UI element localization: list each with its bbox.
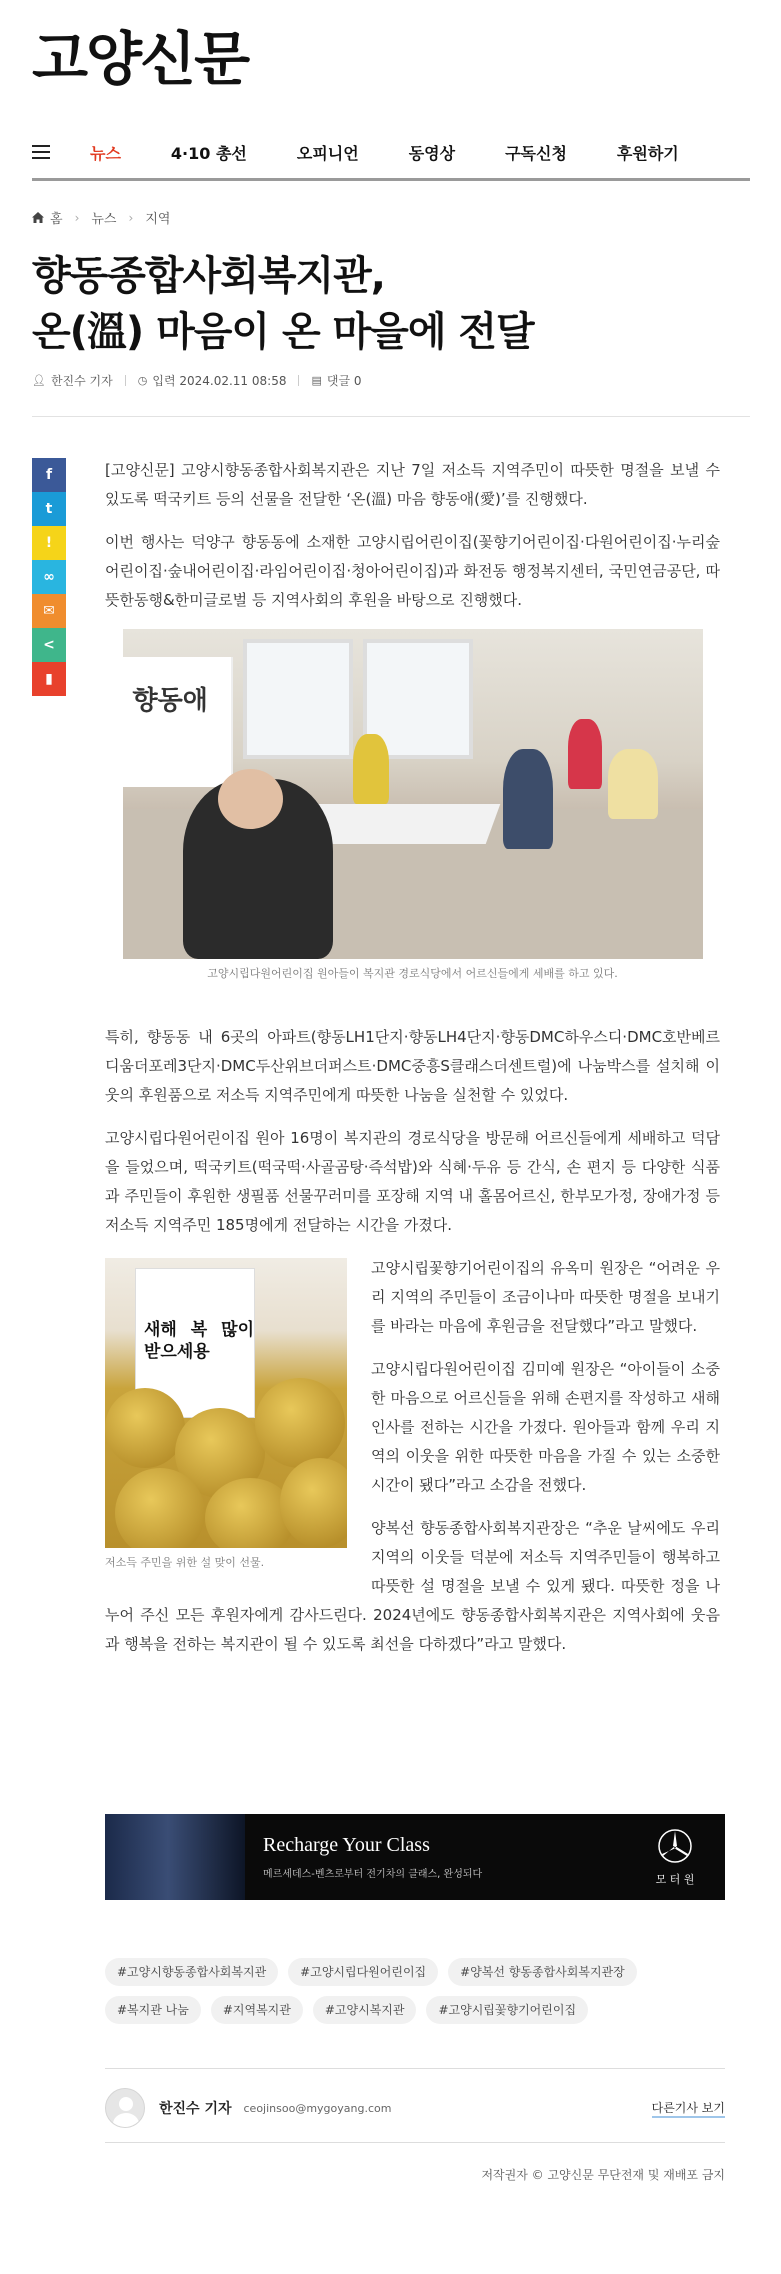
photo-window bbox=[243, 639, 353, 759]
person-icon: 👤︎ bbox=[32, 374, 46, 387]
nav-divider bbox=[32, 178, 750, 181]
paragraph: [고양신문] 고양시향동종합사회복지관은 지난 7일 저소득 지역주민이 따뜻한 명절을 보낼 수 있도록 떡국키트 등의 선물을 전달한 ‘온(溫) 마음 향동애(愛)’를 진행했다. bbox=[105, 461, 720, 508]
paragraph: 고양시립다원어린이집 김미예 원장은 “아이들이 소중한 마음으로 어르신들을 위해 손편지를 작성하고 새해 인사를 전하는 시간을 가졌다. 원아들과 함께 우리 지역의 이웃을 위한 따뜻한 마음을 가질 수 있는 소중한 시간이 됐다”라고 소감을 전했다. bbox=[371, 1360, 720, 1494]
ad-subtext: 메르세데스-벤츠로부터 전기차의 클래스, 완성되다 bbox=[263, 1869, 483, 1880]
ad-car-image bbox=[105, 1814, 245, 1900]
tag-chip[interactable]: #양복선 향동종합사회복지관장 bbox=[448, 1958, 637, 1986]
divider bbox=[105, 2068, 725, 2069]
bookmark-icon[interactable]: ▮ bbox=[32, 662, 66, 696]
breadcrumb bbox=[32, 208, 170, 227]
meta-divider-line bbox=[32, 416, 750, 417]
ad-brand-name: 모 터 원 bbox=[655, 1872, 695, 1886]
photo-person bbox=[503, 749, 553, 849]
paragraph: 이번 행사는 덕양구 향동동에 소재한 고양시립어린이집(꽃향기어린이집·다원어린이집·누리숲어린이집·숲내어린이집·라임어린이집·청아어린이집)과 화전동 행정복지센터, 국민연금공단, 따뜻한동행&한미글로벌 등 지역사회의 후원을 바탕으로 진행했다. bbox=[105, 533, 720, 609]
ad-text bbox=[263, 1834, 625, 1880]
nav-item-subscribe[interactable]: 구독신청 bbox=[505, 143, 567, 163]
photo-person bbox=[353, 734, 389, 804]
email-icon[interactable]: ✉ bbox=[32, 594, 66, 628]
comment-icon: ▤ bbox=[311, 374, 322, 387]
link-icon[interactable]: ∞ bbox=[32, 560, 66, 594]
photo-person bbox=[218, 769, 283, 829]
photo-gift-bag bbox=[115, 1468, 205, 1548]
nav-item-donate[interactable]: 후원하기 bbox=[616, 143, 679, 163]
breadcrumb-home[interactable]: 홈 bbox=[50, 212, 63, 227]
share-bar bbox=[32, 458, 66, 696]
home-icon bbox=[32, 212, 44, 223]
article-comments[interactable]: 댓글 0 bbox=[326, 374, 362, 388]
paragraph: 고양시립꽃향기어린이집의 유옥미 원장은 “어려운 우리 지역의 주민들이 조금이나마 따뜻한 명절을 보내기를 바라는 마음에 후원금을 전달했다”라고 말했다. bbox=[371, 1259, 720, 1335]
advertisement-banner[interactable] bbox=[105, 1814, 725, 1900]
nav-item-news[interactable]: 뉴스 bbox=[90, 143, 121, 163]
meta-divider bbox=[298, 375, 299, 386]
main-nav bbox=[32, 128, 750, 176]
paragraph: 특히, 향동동 내 6곳의 아파트(향동LH1단지·향동LH4단지·향동DMC하우스디·DMC호반베르디움더포레3단지·DMC두산위브더퍼스트·DMC중흥S클래스더센트럴)에 나눔박스를 설치해 이웃의 후원품으로 저소득 지역주민에게 따뜻한 나눔을 실천할 수 있었다. bbox=[105, 1028, 720, 1104]
article-date: 입력 2024.02.11 08:58 bbox=[152, 374, 287, 388]
menu-icon[interactable] bbox=[32, 145, 50, 159]
article-photo-2[interactable] bbox=[105, 1258, 347, 1548]
twitter-icon[interactable]: t bbox=[32, 492, 66, 526]
nav-item-election[interactable]: 4·10 총선 bbox=[170, 143, 247, 163]
photo-card: 새해 복 많이 받으세용 bbox=[135, 1268, 255, 1418]
article-title-line2: 온(溫) 마음이 온 마을에 전달 bbox=[32, 309, 534, 355]
facebook-icon[interactable]: f bbox=[32, 458, 66, 492]
kakaostory-icon[interactable]: ! bbox=[32, 526, 66, 560]
nav-item-opinion[interactable]: 오피니언 bbox=[296, 143, 359, 163]
chevron-right-icon: › bbox=[74, 210, 80, 225]
breadcrumb-section[interactable]: 뉴스 bbox=[91, 212, 117, 227]
mercedes-star-icon bbox=[657, 1828, 693, 1864]
photo-person bbox=[608, 749, 658, 819]
copyright-notice: 저작권자 © 고양신문 무단전재 및 재배포 금지 bbox=[481, 2168, 725, 2182]
article-body bbox=[105, 456, 720, 1673]
nav-item-video[interactable]: 동영상 bbox=[408, 143, 456, 163]
article-photo-2-wrap bbox=[105, 1258, 347, 1572]
article-author[interactable]: 한진수 기자 bbox=[50, 374, 113, 388]
photo-banner: 향동애 bbox=[123, 657, 233, 787]
clock-icon: ◷ bbox=[137, 374, 148, 387]
share-icon[interactable]: < bbox=[32, 628, 66, 662]
avatar bbox=[105, 2088, 145, 2128]
tag-chip[interactable]: #고양시복지관 bbox=[313, 1996, 417, 2024]
article-title-line1: 향동종합사회복지관, bbox=[32, 253, 385, 299]
chevron-right-icon: › bbox=[128, 210, 134, 225]
divider bbox=[105, 2142, 725, 2143]
tag-chip[interactable]: #고양시립다원어린이집 bbox=[288, 1958, 438, 1986]
tag-chip[interactable]: #지역복지관 bbox=[211, 1996, 303, 2024]
photo-gift-bag bbox=[105, 1388, 185, 1468]
photo-gift-bag bbox=[255, 1378, 345, 1468]
tag-chip[interactable]: #고양시향동종합사회복지관 bbox=[105, 1958, 278, 1986]
author-name: 한진수 기자 bbox=[159, 2101, 232, 2117]
tag-list bbox=[105, 1958, 725, 2034]
author-box bbox=[105, 2086, 725, 2130]
article-photo-1[interactable] bbox=[123, 629, 703, 959]
tag-chip[interactable]: #복지관 나눔 bbox=[105, 1996, 201, 2024]
ad-headline: Recharge Your Class bbox=[263, 1834, 430, 1856]
more-articles-link[interactable]: 다른기사 보기 bbox=[652, 2099, 725, 2118]
breadcrumb-subsection[interactable]: 지역 bbox=[145, 212, 171, 227]
site-logo[interactable]: 고양신문 bbox=[32, 25, 249, 93]
article-title bbox=[32, 248, 732, 360]
author-email[interactable]: ceojinsoo@mygoyang.com bbox=[243, 2101, 392, 2115]
photo-caption: 고양시립다원어린이집 원아들이 복지관 경로식당에서 어르신들에게 세배를 하고 있다. bbox=[207, 967, 618, 980]
photo-caption: 저소득 주민을 위한 설 맞이 선물. bbox=[105, 1556, 265, 1569]
tag-chip[interactable]: #고양시립꽃향기어린이집 bbox=[426, 1996, 588, 2024]
paragraph: 양복선 향동종합사회복지관장은 “추운 날씨에도 우리 지역의 이웃들 덕분에 저소득 지역주민들이 행복하고 따뜻한 설 명절을 보낼 수 있게 됐다. 따뜻한 정을 나누어 주신 모든 후원자에게 감사드린다. 2024년에도 향동종합사회복지관은 지역사회에 웃음과 행복을 전하는 복지관이 될 수 있도록 최선을 다하겠다”라고 말했다. bbox=[105, 1519, 720, 1653]
paragraph: 고양시립다원어린이집 원아 16명이 복지관의 경로식당을 방문해 어르신들에게 세배하고 덕담을 들었으며, 떡국키트(떡국떡·사골곰탕·즉석밥)와 식혜·두유 등 간식, 손 편지 등 다양한 식품과 주민들이 후원한 생필품 선물꾸러미를 포장해 지역 내 홀몸어르신, 한부모가정, 장애가정 등 저소득 지역주민 185명에게 전달하는 시간을 가졌다. bbox=[105, 1129, 720, 1234]
ad-brand bbox=[625, 1828, 725, 1887]
photo-person bbox=[568, 719, 602, 789]
meta-divider bbox=[125, 375, 126, 386]
article-meta bbox=[32, 372, 362, 389]
